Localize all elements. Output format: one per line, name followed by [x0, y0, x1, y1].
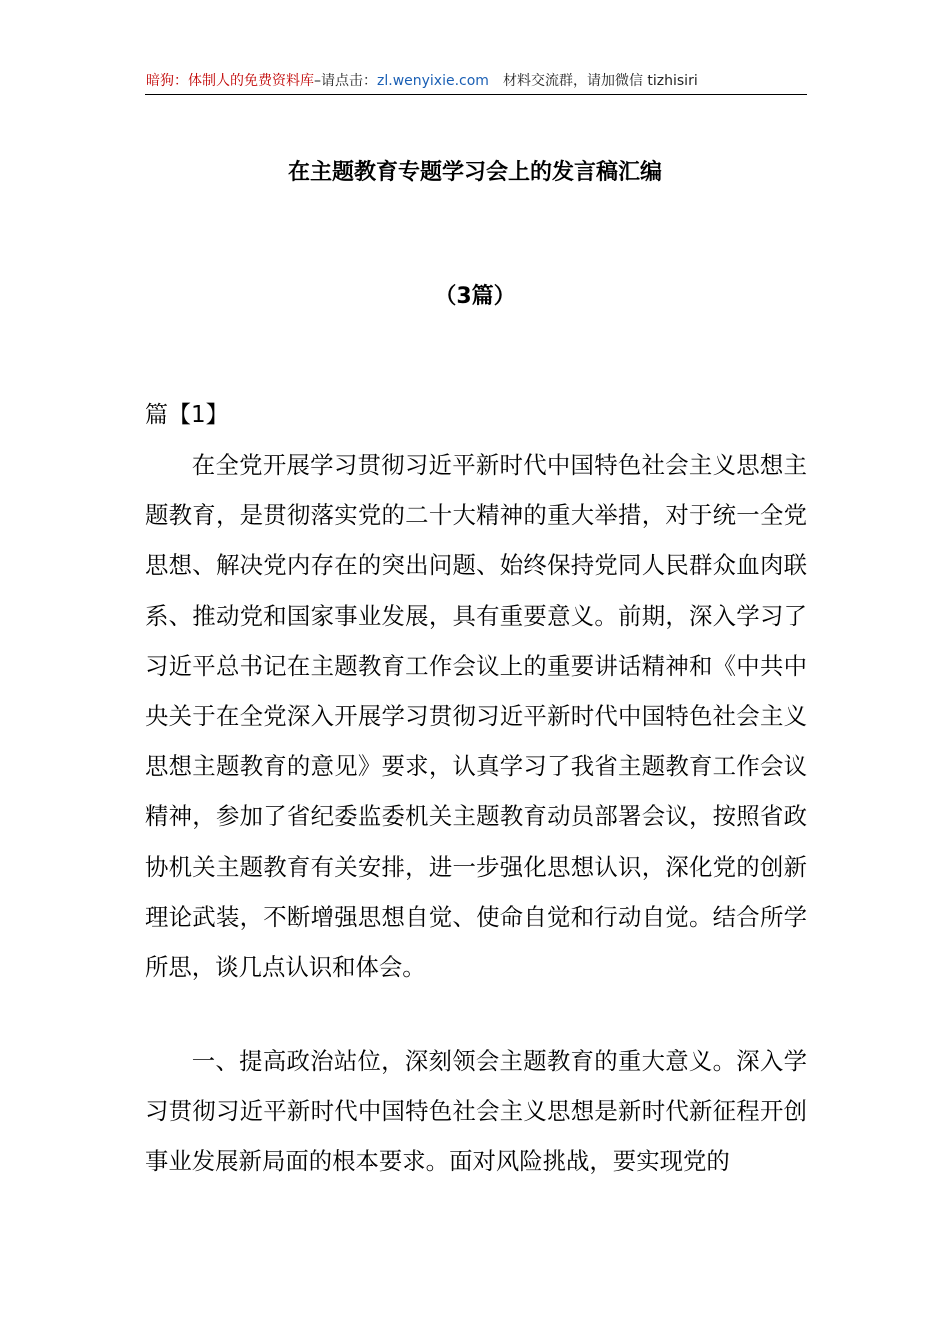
paragraph-intro: 在全党开展学习贯彻习近平新时代中国特色社会主义思想主题教育，是贯彻落实党的二十大精神的重大举措，对于统一全党思想、解决党内存在的突出问题、始终保持党同人民群众血肉联系、推动党和国家事业发展，具有重要意义。前期，深入学习了习近平总书记在主题教育工作会议上的重要讲话精神和《中共中央关于在全党深入开展学习贯彻习近平新时代中国特色社会主义思想主题教育的意见》要求，认真学习了我省主题教育工作会议精神，参加了省纪委监委机关主题教育动员部署会议，按照省政协机关主题教育有关安排，进一步强化思想认识，深化党的创新理论武装，不断增强思想自觉、使命自觉和行动自觉。结合所学所思，谈几点认识和体会。: [145, 451, 807, 982]
section-label: 篇【1】: [145, 402, 229, 428]
document-subtitle: （3篇）: [434, 284, 516, 309]
site-url-link[interactable]: zl.wenyixie.com: [377, 73, 489, 89]
site-name: 暗狗：体制人的免费资料库: [146, 73, 314, 89]
page-header: [146, 70, 806, 92]
group-note: 材料交流群，请加微信 tizhisiri: [502, 73, 698, 89]
paragraph-point-one: 一、提高政治站位，深刻领会主题教育的重大意义。深入学习贯彻习近平新时代中国特色社会主义思想是新时代新征程开创事业发展新局面的根本要求。面对风险挑战，要实现党的: [145, 1047, 807, 1176]
document-title: 在主题教育专题学习会上的发言稿汇编: [287, 160, 662, 185]
header-divider: [145, 94, 807, 95]
link-prefix: –请点击：: [314, 73, 377, 89]
